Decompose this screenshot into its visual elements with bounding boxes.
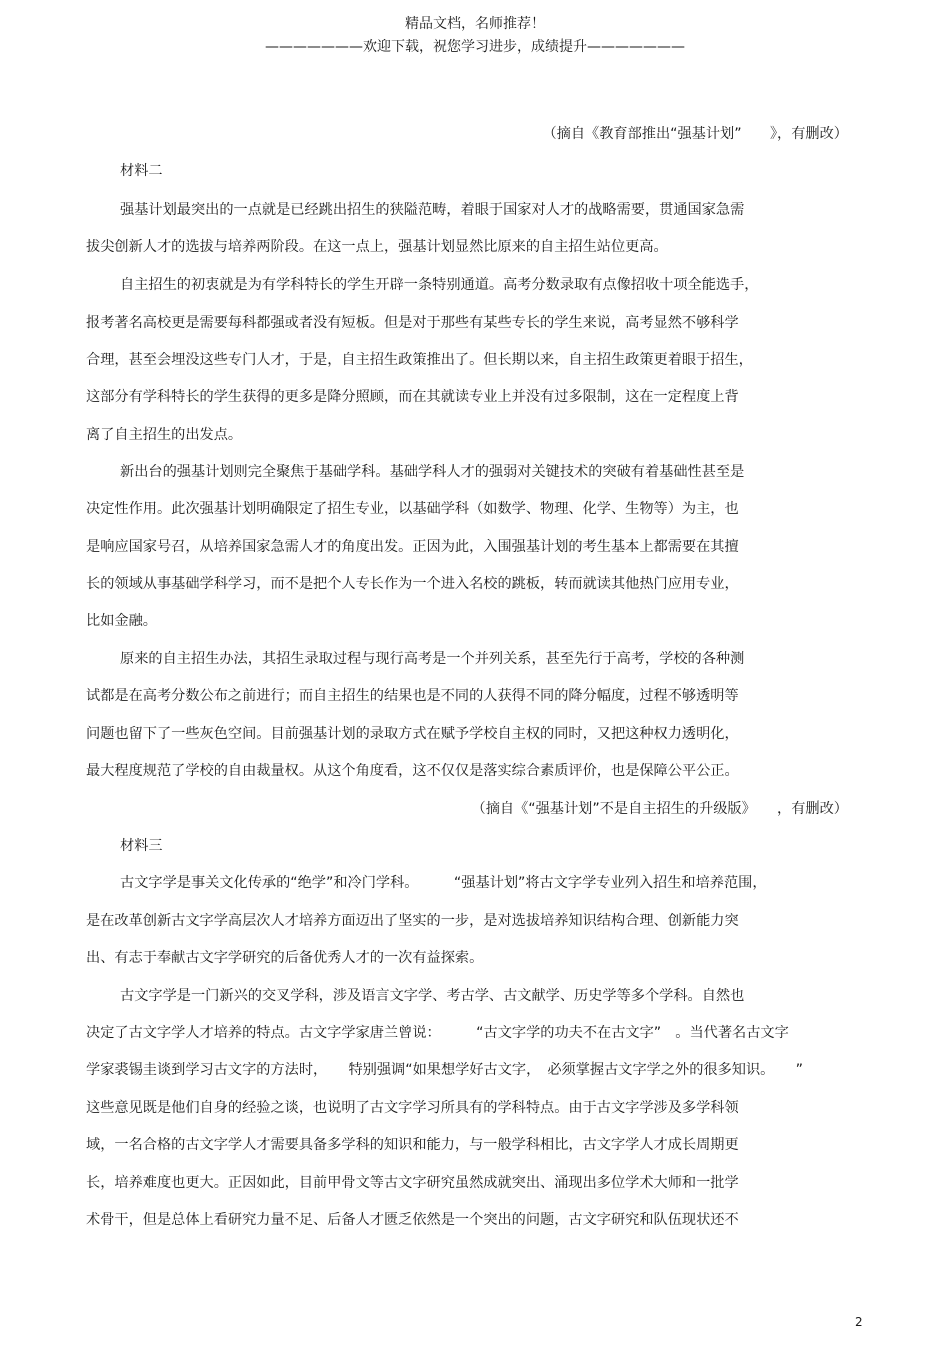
paragraph-line: 离了自主招生的出发点。 <box>86 427 243 443</box>
paragraph-line: 这些意见既是他们自身的经验之谈，也说明了古文字学习所具有的学科特点。由于古文字学涉及多学科领 <box>86 1100 739 1116</box>
paragraph-line: 长的领域从事基础学科学习，而不是把个人专长作为一个进入名校的跳板，转而就读其他热门应用专业， <box>86 576 739 592</box>
material-2-title: 材料二 <box>120 163 163 179</box>
paragraph-line: 最大程度规范了学校的自由裁量权。从这个角度看，这不仅仅是落实综合素质评价，也是保障公平公正。 <box>86 763 739 779</box>
paragraph-line: 这部分有学科特长的学生获得的更多是降分照顾，而在其就读专业上并没有过多限制，这在一定程度上背 <box>86 389 739 405</box>
page-header-subtitle: ———————欢迎下载，祝您学习进步，成绩提升——————— <box>265 39 685 55</box>
source-citation-1: （摘自《教育部推出“强基计划” 》，有删改） <box>542 126 848 142</box>
paragraph-line: 自主招生的初衷就是为有学科特长的学生开辟一条特别通道。高考分数录取有点像招收十项全能选手， <box>120 277 759 293</box>
paragraph-line: 古文字学是一门新兴的交叉学科，涉及语言文字学、考古学、古文献学、历史学等多个学科。自然也 <box>120 988 745 1004</box>
page-header-title: 精品文档，名师推荐！ <box>405 16 545 32</box>
paragraph-line: 决定性作用。此次强基计划明确限定了招生专业，以基础学科（如数学、物理、化学、生物等）为主，也 <box>86 501 739 517</box>
paragraph-line: 强基计划最突出的一点就是已经跳出招生的狭隘范畴，着眼于国家对人才的战略需要，贯通国家急需 <box>120 202 745 218</box>
paragraph-line: 古文字学是事关文化传承的“绝学”和冷门学科。 “强基计划”将古文字学专业列入招生和培养范围， <box>120 875 767 891</box>
paragraph-line: 试都是在高考分数公布之前进行；而自主招生的结果也是不同的人获得不同的降分幅度，过程不够透明等 <box>86 688 739 704</box>
paragraph-line: 新出台的强基计划则完全聚焦于基础学科。基础学科人才的强弱对关键技术的突破有着基础性甚至是 <box>120 464 745 480</box>
paragraph-line: 比如金融。 <box>86 613 157 629</box>
page-number: 2 <box>855 1315 863 1329</box>
paragraph-line: 域，一名合格的古文字学人才需要具备多学科的知识和能力，与一般学科相比，古文字学人才成长周期更 <box>86 1137 739 1153</box>
paragraph-line: 合理，甚至会埋没这些专门人才，于是，自主招生政策推出了。但长期以来，自主招生政策更着眼于招生， <box>86 352 753 368</box>
paragraph-line: 原来的自主招生办法，其招生录取过程与现行高考是一个并列关系，甚至先行于高考，学校的各种测 <box>120 651 745 667</box>
paragraph-line: 学家裘锡圭谈到学习古文字的方法时， 特别强调“如果想学好古文字， 必须掌握古文字学之外的很多知识。 ” <box>86 1062 803 1078</box>
paragraph-line: 长，培养难度也更大。正因如此，目前甲骨文等古文字研究虽然成就突出、涌现出多位学术大师和一批学 <box>86 1175 739 1191</box>
source-citation-2: （摘自《“强基计划”不是自主招生的升级版》 ，有删改） <box>471 801 848 817</box>
paragraph-line: 术骨干，但是总体上看研究力量不足、后备人才匮乏依然是一个突出的问题，古文字研究和队伍现状还不 <box>86 1212 739 1228</box>
paragraph-line: 拔尖创新人才的选拔与培养两阶段。在这一点上，强基计划显然比原来的自主招生站位更高。 <box>86 239 668 255</box>
paragraph-line: 问题也留下了一些灰色空间。目前强基计划的录取方式在赋予学校自主权的同时，又把这种权力透明化， <box>86 726 739 742</box>
paragraph-line: 报考著名高校更是需要每科都强或者没有短板。但是对于那些有某些专长的学生来说，高考显然不够科学 <box>86 315 739 331</box>
paragraph-line: 是在改革创新古文字学高层次人才培养方面迈出了坚实的一步，是对选拔培养知识结构合理、创新能力突 <box>86 913 739 929</box>
material-3-title: 材料三 <box>120 838 163 854</box>
paragraph-line: 出、有志于奉献古文字学研究的后备优秀人才的一次有益探索。 <box>86 950 484 966</box>
paragraph-line: 是响应国家号召，从培养国家急需人才的角度出发。正因为此，入围强基计划的考生基本上都需要在其擅 <box>86 539 739 555</box>
paragraph-line: 决定了古文字学人才培养的特点。古文字学家唐兰曾说： “古文字学的功夫不在古文字” 。当代著名古文字 <box>86 1025 789 1041</box>
